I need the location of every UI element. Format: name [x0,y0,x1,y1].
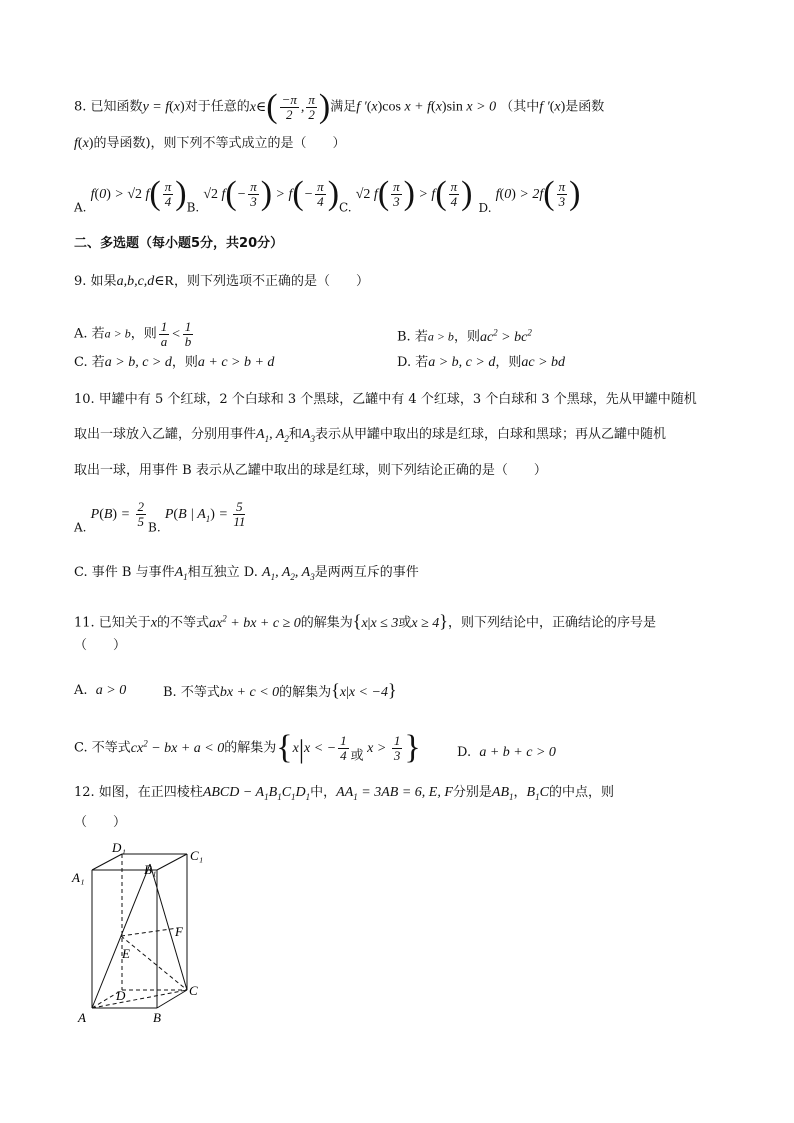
q11-set-part1: {x|x ≤ 3 [352,610,399,631]
q8-expr-fx: f(x) [74,136,94,151]
q9-text: ，则 [171,355,198,370]
prism-figure [70,840,220,1030]
q11-option-b-label: B. 不等式 [163,685,220,700]
q11-option-c-label: C. 不等式 [74,740,131,756]
q11-option-c-set1: {x|x < − $\frac{1}{4}$ [276,728,347,766]
q9-option-c-label: C. 若 [74,355,105,370]
q11-text: 或 [350,748,364,764]
q10-options-cd [74,564,419,586]
q8-text: 满足 [330,99,357,115]
section-title: 二、多选题（每小题5分，共20分） [74,236,284,251]
q8-expr-domain: x∈( $\frac{-\pi}{2}$ , $\frac{\pi}{2}$ ) [249,87,331,125]
q11-set-part2: x ≥ 4} [411,610,448,631]
q10-text: 是两两互斥的事件 [314,565,419,580]
q8-option-d-label: D. [478,200,492,215]
q10-option-b-label: B. [148,520,161,535]
q9-option-c-result: a + c > b + d [197,355,275,370]
q9-option-d-cond: a > b, c > d [428,355,496,370]
edge-a1d1 [92,854,122,870]
q10-option-a-label: A. [74,520,87,535]
q10-text: 表示从甲罐中取出的球是红球，白球和黑球；再从乙罐中随机 [314,427,666,442]
q11-option-a-label: A. [74,683,88,698]
q10-line2 [74,426,666,448]
q8-option-a: f(0) > √2 f( $\frac{\pi}{4}$ ) [90,174,187,212]
label-c1: C₁ [190,848,204,863]
label-c: C [189,983,198,998]
label-a: A [78,1010,86,1025]
q11-paren: （ ） [74,638,127,653]
q10-option-a: P(B) = $\frac{2}{5}$ [90,499,145,529]
q11-var: x [150,615,158,631]
q8-option-d: f(0) > 2f( $\frac{\pi}{3}$ ) [495,174,581,212]
q12-text: ， [513,785,527,800]
q10-text: 取出一球放入乙罐，分别用事件 [74,427,257,442]
q8-expr-fprime: f ′(x) [539,99,566,115]
q10-options-ab [74,500,247,537]
label-f: F [175,924,183,939]
q11-inequality: $ax^2$ + bx + c ≥ 0 [209,613,301,631]
q11-option-b [163,681,397,702]
q8-expr-condition: f ′(x)cos x + f(x)sin x > 0 [356,99,497,115]
q11-text: 或 [398,615,412,631]
q9-option-a [74,320,195,349]
q9-text: ，则下列选项不正确的是（ ） [173,274,369,289]
q11-text: 的解集为 [279,685,332,700]
q12-seg-ab1: $AB_1$ [491,785,514,802]
q11-option-d-label: D. [457,745,472,760]
q9-expr: a,b,c,d∈R [116,274,174,289]
q9-option-d-result: ac > bd [521,355,566,370]
q11-text: 的解集为 [224,740,277,756]
q9-text: ，则 [453,329,480,345]
q11-option-a [74,682,126,700]
edge-bc [157,990,187,1008]
q8-text: 的导函数)，则下列不等式成立的是（ ） [93,136,346,151]
q9-stem [74,273,369,291]
q10-option-b: P(B | $A_1$) = $\frac{5}{11}$ [164,499,246,529]
q8-option-b: √2 f(− $\frac{\pi}{3}$ ) > f(− $\frac{\pi}{4}$ ) [203,174,340,212]
q9-option-d [397,354,565,372]
label-d: D [116,988,126,1003]
q8-option-c: √2 f( $\frac{\pi}{3}$ ) > f( $\frac{\pi}{4}$ ) [355,174,473,212]
q11-text: 的不等式 [157,615,210,631]
q8-text: 已知函数 [90,99,143,115]
label-e: E [122,946,130,961]
q9-text: ，则 [130,326,157,342]
q10-line1: 10. 甲罐中有 5 个红球，2 个白球和 3 个黑球，乙罐中有 4 个红球，3 个白球和 3 个黑球，先从甲罐中随机 [74,392,697,407]
q11-text: 11. 已知关于 [74,615,151,631]
q12-paren: （ ） [74,815,127,830]
q10-event-a3: $A_3$ [301,427,315,444]
q9-option-b-cond: a > b [427,329,454,344]
q8-number: 8. [74,99,91,115]
q8-expr-y: y = f(x) [142,99,185,115]
q9-text: 如果 [90,274,117,289]
q8-options [74,174,581,217]
q8-option-a-label: A. [74,200,87,215]
q8-option-b-label: B. [186,200,200,215]
q11-option-b-set: {x|x < −4} [331,680,397,700]
segment-ec [121,936,187,990]
q9-option-c [74,354,274,372]
q12-condition: $AA_1 = 3AB = 6$, E, F [336,785,453,802]
q8-text: 是函数 [565,99,605,115]
label-d1: D₁ [112,840,126,855]
edge-b1c1 [157,854,187,870]
q9-option-b-label: B. 若 [397,329,428,345]
q12-text: 中， [310,785,337,800]
q9-option-b [397,323,532,347]
q8-line1 [74,87,605,125]
q9-text: ，则 [495,355,522,370]
q8-line2 [74,135,346,153]
q10-text: 和 [288,427,302,442]
q10-option-c-label: C. 事件 B 与事件 [74,565,175,580]
q10-events-a1a2: $A_1$, $A_2$ [256,427,289,444]
q9-option-b-result: $ac^2 > bc^2$ [479,327,532,345]
q9-number: 9. [74,274,91,289]
label-a1: A₁ [72,870,85,885]
q9-option-d-label: D. 若 [397,355,429,370]
q10-option-d-events: $A_1$, $A_2$, $A_3$ [262,565,315,582]
q11-option-a-expr: a > 0 [95,683,127,698]
label-b1: B₁ [144,862,157,877]
q12-seg-b1c: $B_1C$ [526,785,549,802]
label-b: B [153,1010,161,1025]
q11-option-d-expr: a + b + c > 0 [479,745,556,760]
q10-option-d-label: 相互独立 D. [187,565,258,580]
q8-text: （其中 [500,99,540,115]
q10-line3: 取出一球，用事件 B 表示从乙罐中取出的球是红球，则下列结论正确的是（ ） [74,463,547,478]
q9-option-a-cond: a > b [104,326,131,341]
q11-option-c-expr: $cx^2$ − bx + a < 0 [130,738,225,756]
q11-option-d [457,744,556,762]
q11-option-b-expr: bx + c < 0 [219,685,280,700]
q9-option-c-cond: a > b, c > d [104,355,172,370]
q12-prism: ABCD − $A_1B_1C_1D_1$ [202,785,311,802]
q12-stem [74,784,614,806]
q12-text: 的中点，则 [548,785,614,800]
q11-stem [74,609,656,633]
q8-option-c-label: C. [339,200,352,215]
q9-option-a-label: A. 若 [74,326,105,342]
q11-text: 的解集为 [300,615,353,631]
q8-text: 对于任意的 [184,99,250,115]
q10-option-c-event: $A_1$ [174,565,188,582]
q11-text: ，则下列结论中，正确结论的序号是 [447,615,656,631]
q12-text: 12. 如图，在正四棱柱 [74,785,203,800]
q11-option-c [74,728,421,766]
q11-option-c-set2: x > $\frac{1}{3}$ } [363,728,421,766]
q12-text: 分别是 [452,785,492,800]
q9-option-a-result: $\frac{1}{a}$ < $\frac{1}{b}$ [160,319,192,349]
